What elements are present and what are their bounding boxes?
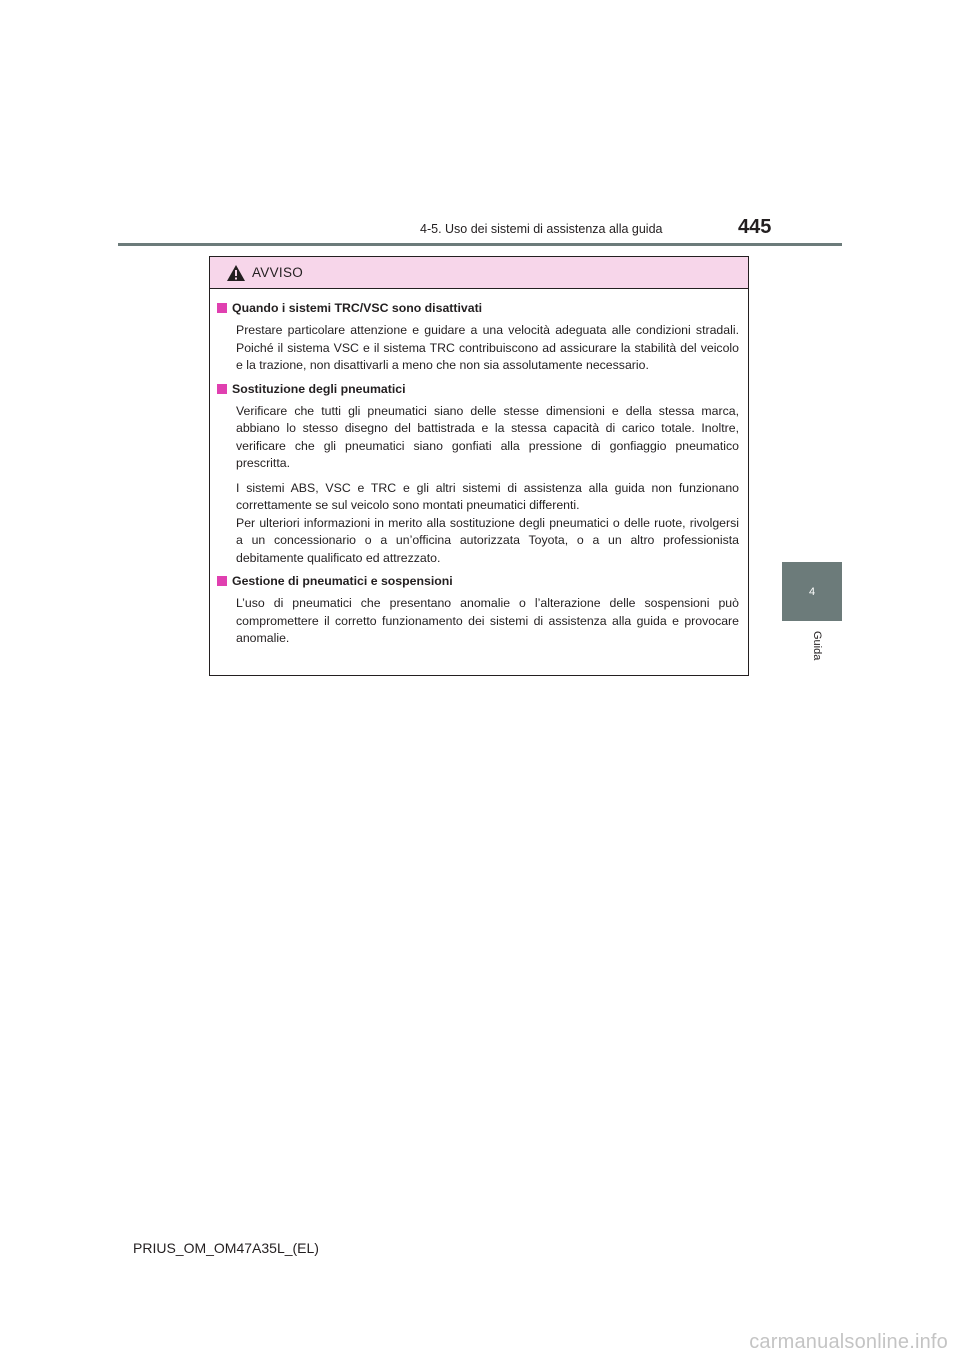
chapter-number: 4 <box>808 585 816 598</box>
square-bullet-icon <box>217 303 227 313</box>
section-title: 4-5. Uso dei sistemi di assistenza alla guida <box>420 222 663 236</box>
paragraph: Prestare particolare attenzione e guidare a una velocità adeguata alle condizioni stradali. Poiché il sistema VSC e il sistema TRC contribuiscono ad assicurare la stabilità del veicolo e la trazione, non disattivarli a meno che non sia assolutamente necessario. <box>236 323 739 372</box>
square-bullet-icon <box>217 576 227 586</box>
section-heading <box>217 574 739 588</box>
warning-triangle-icon <box>226 264 246 282</box>
heading-text: Quando i sistemi TRC/VSC sono disattivati <box>232 301 483 315</box>
warning-content <box>210 289 748 648</box>
heading-text: Sostituzione degli pneumatici <box>232 381 406 396</box>
section-heading <box>217 382 739 396</box>
chapter-tab <box>782 562 842 621</box>
paragraph: I sistemi ABS, VSC e TRC e gli altri sistemi di assistenza alla guida non funzionano correttamente se sul veicolo sono montati pneumatici differenti. <box>236 480 739 512</box>
warning-title: AVVISO <box>252 265 304 280</box>
paragraph: L’uso di pneumatici che presentano anomalie o l’alterazione delle sospensioni può compromettere il corretto funzionamento dei sistemi di assistenza alla guida e provocare anomalie. <box>236 596 739 645</box>
warning-box <box>209 256 749 676</box>
warning-header <box>210 257 748 289</box>
header-divider <box>118 243 842 246</box>
document-code: PRIUS_OM_OM47A35L_(EL) <box>133 1240 319 1256</box>
watermark: carmanualsonline.info <box>749 1331 948 1353</box>
page-number: 445 <box>738 216 772 238</box>
square-bullet-icon <box>217 384 227 394</box>
paragraph: Verificare che tutti gli pneumatici siano delle stesse dimensioni e della stessa marca, abbiano lo stesso disegno del battistrada e la stessa capacità di carico totale. Inoltre, verificare che gli pneumatici siano gonfiati alla pressione di gonfiaggio pneumatico prescritta. <box>236 403 739 470</box>
chapter-label: Guida <box>811 631 823 661</box>
heading-text: Gestione di pneumatici e sospensioni <box>232 574 453 588</box>
section-heading <box>217 301 739 315</box>
paragraph: Per ulteriori informazioni in merito alla sostituzione degli pneumatici o delle ruote, rivolgersi a un concessionario o a un’officina autorizzata Toyota, o a un altro professionista debitamente qualificato ed attrezzato. <box>236 515 739 565</box>
